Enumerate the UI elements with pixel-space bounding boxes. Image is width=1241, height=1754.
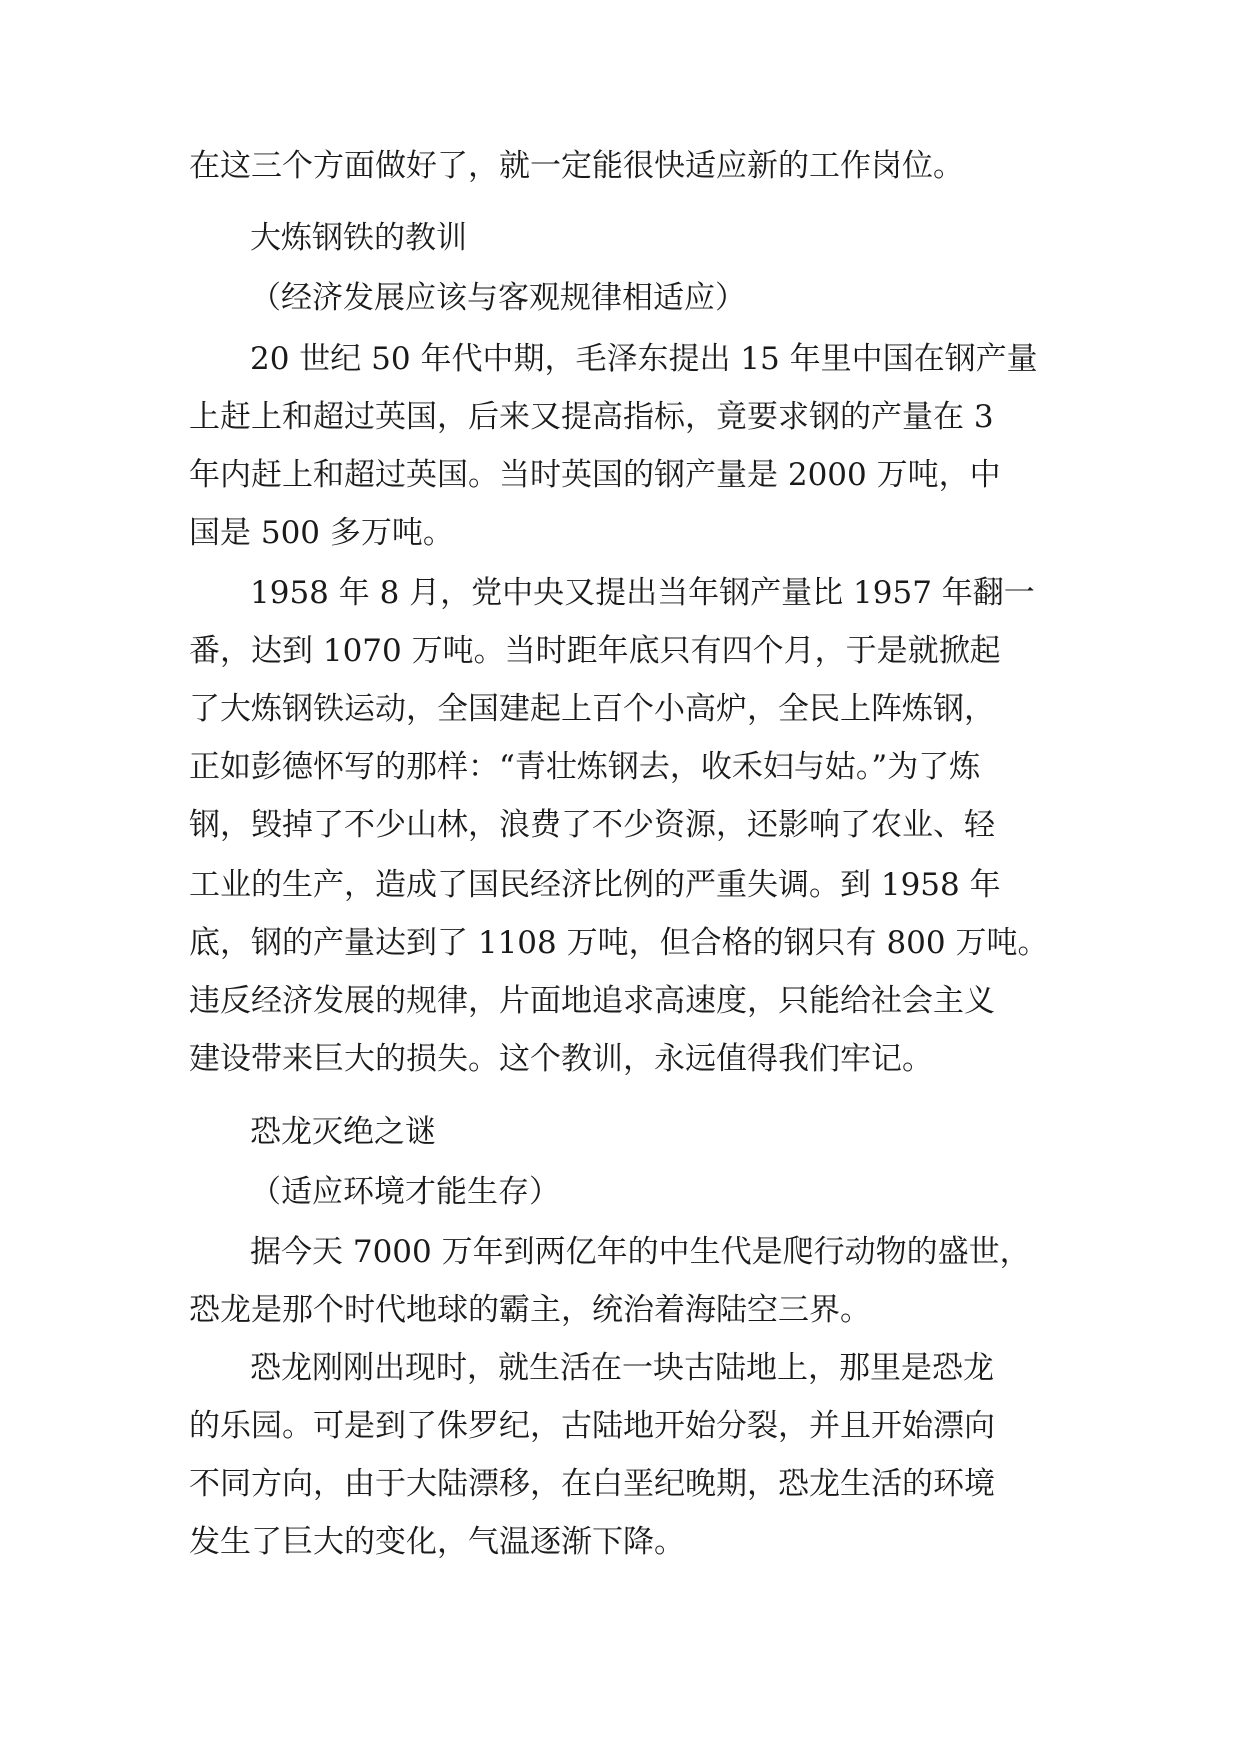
- text-line: 20 世纪 50 年代中期，毛泽东提出 15 年里中国在钢产量: [250, 341, 1038, 377]
- text-line: 不同方向，由于大陆漂移，在白垩纪晚期，恐龙生活的环境: [189, 1466, 995, 1502]
- text-line: 违反经济发展的规律，片面地追求高速度，只能给社会主义: [189, 983, 995, 1019]
- text-line: 工业的生产，造成了国民经济比例的严重失调。到 1958 年: [189, 867, 1001, 903]
- text-line: 发生了巨大的变化，气温逐渐下降。: [189, 1524, 685, 1560]
- text-line: 1958 年 8 月，党中央又提出当年钢产量比 1957 年翻一: [250, 575, 1035, 611]
- text-line: 底，钢的产量达到了 1108 万吨，但合格的钢只有 800 万吨。: [189, 925, 1049, 961]
- text-line: 据今天 7000 万年到两亿年的中生代是爬行动物的盛世，: [250, 1234, 1031, 1270]
- text-line: 正如彭德怀写的那样：“青壮炼钢去，收禾妇与姑。”为了炼: [189, 749, 981, 785]
- text-line: 了大炼钢铁运动，全国建起上百个小高炉，全民上阵炼钢，: [189, 691, 995, 727]
- text-line: 恐龙刚刚出现时，就生活在一块古陆地上，那里是恐龙: [250, 1350, 994, 1386]
- text-line: 国是 500 多万吨。: [189, 515, 454, 551]
- text-line: 在这三个方面做好了，就一定能很快适应新的工作岗位。: [189, 148, 964, 184]
- text-line: 建设带来巨大的损失。这个教训，永远值得我们牢记。: [189, 1041, 933, 1077]
- section-title: 大炼钢铁的教训: [250, 220, 467, 256]
- text-line: 的乐园。可是到了侏罗纪，古陆地开始分裂，并且开始漂向: [189, 1408, 995, 1444]
- text-line: 年内赶上和超过英国。当时英国的钢产量是 2000 万吨，中: [189, 457, 1001, 493]
- text-line: 恐龙是那个时代地球的霸主，统治着海陆空三界。: [189, 1292, 871, 1328]
- section-subtitle: （适应环境才能生存）: [250, 1174, 560, 1210]
- section-subtitle: （经济发展应该与客观规律相适应）: [250, 280, 746, 316]
- section-title: 恐龙灭绝之谜: [250, 1114, 436, 1150]
- text-line: 上赶上和超过英国，后来又提高指标，竟要求钢的产量在 3: [189, 399, 994, 435]
- text-line: 番，达到 1070 万吨。当时距年底只有四个月，于是就掀起: [189, 633, 1001, 669]
- text-line: 钢，毁掉了不少山林，浪费了不少资源，还影响了农业、轻: [189, 807, 995, 843]
